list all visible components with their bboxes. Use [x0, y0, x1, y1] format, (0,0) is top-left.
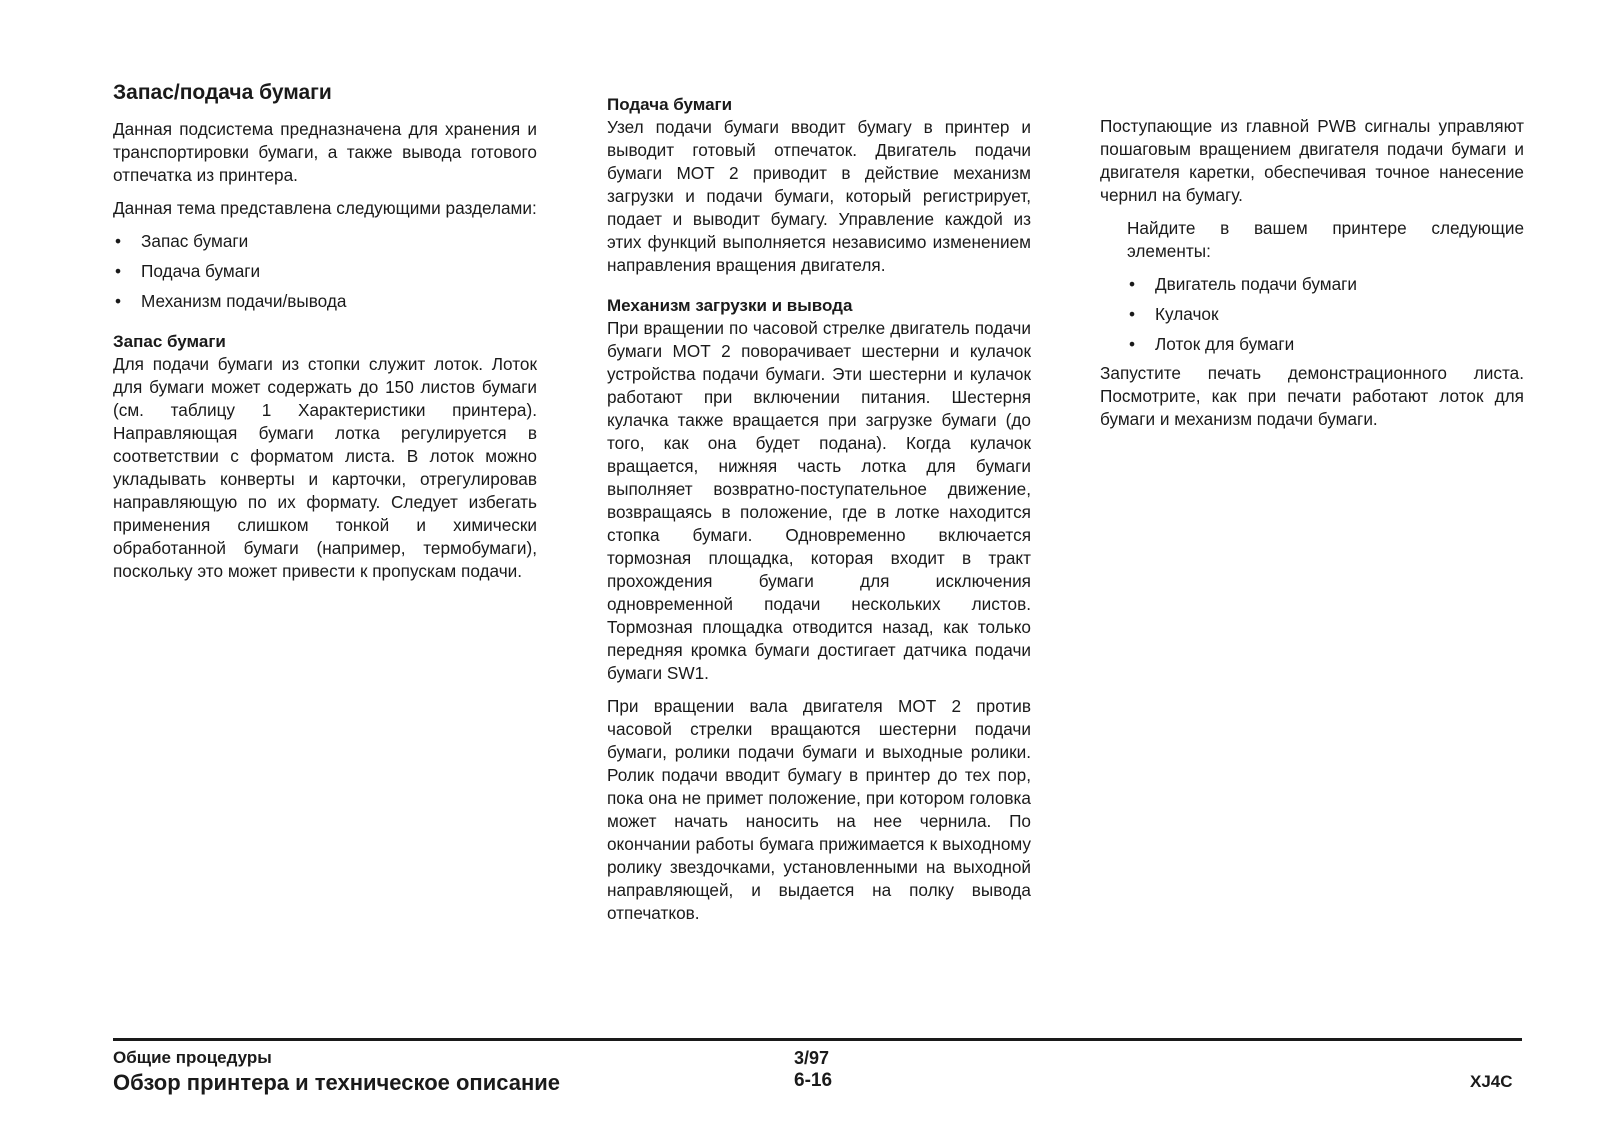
list-item: • Лоток для бумаги [1127, 333, 1524, 356]
signals-paragraph: Поступающие из главной PWB сигналы управляют пошаговым вращением двигателя подачи бумаги и двигателя каретки, обеспечивая точное нанесение чернил на бумагу. [1100, 116, 1524, 205]
find-elements-block [1100, 217, 1524, 263]
section-heading-load-output-mechanism: Механизм загрузки и вывода [607, 296, 853, 315]
demo-sheet-text: Запустите печать демонстрационного листа. Посмотрите, как при печати работают лоток для бумаги и механизм подачи бумаги. [1100, 363, 1524, 429]
list-item: • Кулачок [1127, 303, 1524, 326]
column-1 [113, 80, 537, 593]
list-item: • Запас бумаги [113, 230, 537, 253]
paper-feed-text: Узел подачи бумаги вводит бумагу в принтер и выводит готовый отпечаток. Двигатель подачи бумаги МОТ 2 приводит в действие механизм загрузки и подачи бумаги, который регистрирует, подает и выводит бумагу. Управление каждой из этих функций выполняется независимо изменением направления вращения двигателя. [607, 117, 1031, 275]
column-3 [1100, 115, 1524, 441]
list-item: • Подача бумаги [113, 260, 537, 283]
list-item: • Двигатель подачи бумаги [1127, 273, 1524, 296]
mechanism-text-2: При вращении вала двигателя МОТ 2 против часовой стрелки вращаются шестерни подачи бумаги, ролики подачи бумаги и выходные ролики. Ролик подачи вводит бумагу в принтер до тех пор, пока она не примет положение, при котором головка может начать наносить на нее чернила. По окончании работы бумага прижимается к выходному ролику звездочками, установленными на выходной направляющей, и выдается на полку вывода отпечатков. [607, 696, 1031, 923]
footer-model-code: XJ4C [1470, 1072, 1513, 1091]
find-elements-text: Найдите в вашем принтере следующие элементы: [1127, 218, 1524, 261]
page-title: Запас/подача бумаги [113, 81, 332, 104]
paper-storage-text: Для подачи бумаги из стопки служит лоток. Лоток для бумаги может содержать до 150 листов бумаги (см. таблицу 1 Характеристики принтера). Направляющая бумаги лотка регулируется в соответствии с форматом листа. В лоток можно укладывать конверты и карточки, отрегулировав направляющую по их формату. Следует избегать применения слишком тонкой и химически обработанной бумаги (например, термобумаги), поскольку это может привести к пропускам подачи. [113, 354, 537, 581]
elements-list [1100, 273, 1524, 356]
footer-rule [113, 1038, 1522, 1041]
footer-page-number: 6-16 [794, 1070, 833, 1091]
section-heading-paper-feed: Подача бумаги [607, 95, 733, 114]
sections-list [113, 230, 537, 313]
footer-section-name: Общие процедуры [113, 1048, 272, 1067]
intro-paragraph: Данная подсистема предназначена для хранения и транспортировки бумаги, а также вывода готового отпечатка из принтера. [113, 119, 537, 185]
sections-intro: Данная тема представлена следующими разделами: [113, 198, 537, 218]
mechanism-text-1: При вращении по часовой стрелке двигатель подачи бумаги МОТ 2 поворачивает шестерни и кулачок устройства подачи бумаги. Эти шестерни и кулачок работают при включении питания. Шестерня кулачка также вращается при загрузке бумаги (до того, как она будет подана). Когда кулачок вращается, нижняя часть лотка для бумаги выполняет возвратно-поступательное движение, возвращаясь в положение, где в лотке находится стопка бумаги. Одновременно включается тормозная площадка, которая входит в тракт прохождения бумаги для исключения одновременной подачи нескольких листов. Тормозная площадка отводится назад, как только передняя кромка бумаги достигает датчика подачи бумаги SW1. [607, 318, 1031, 683]
footer-page-count: 3/97 [794, 1048, 830, 1068]
list-item: • Механизм подачи/вывода [113, 290, 537, 313]
section-heading-paper-storage: Запас бумаги [113, 332, 226, 351]
column-2 [607, 80, 1031, 935]
footer-document-title: Обзор принтера и техническое описание [113, 1070, 561, 1095]
